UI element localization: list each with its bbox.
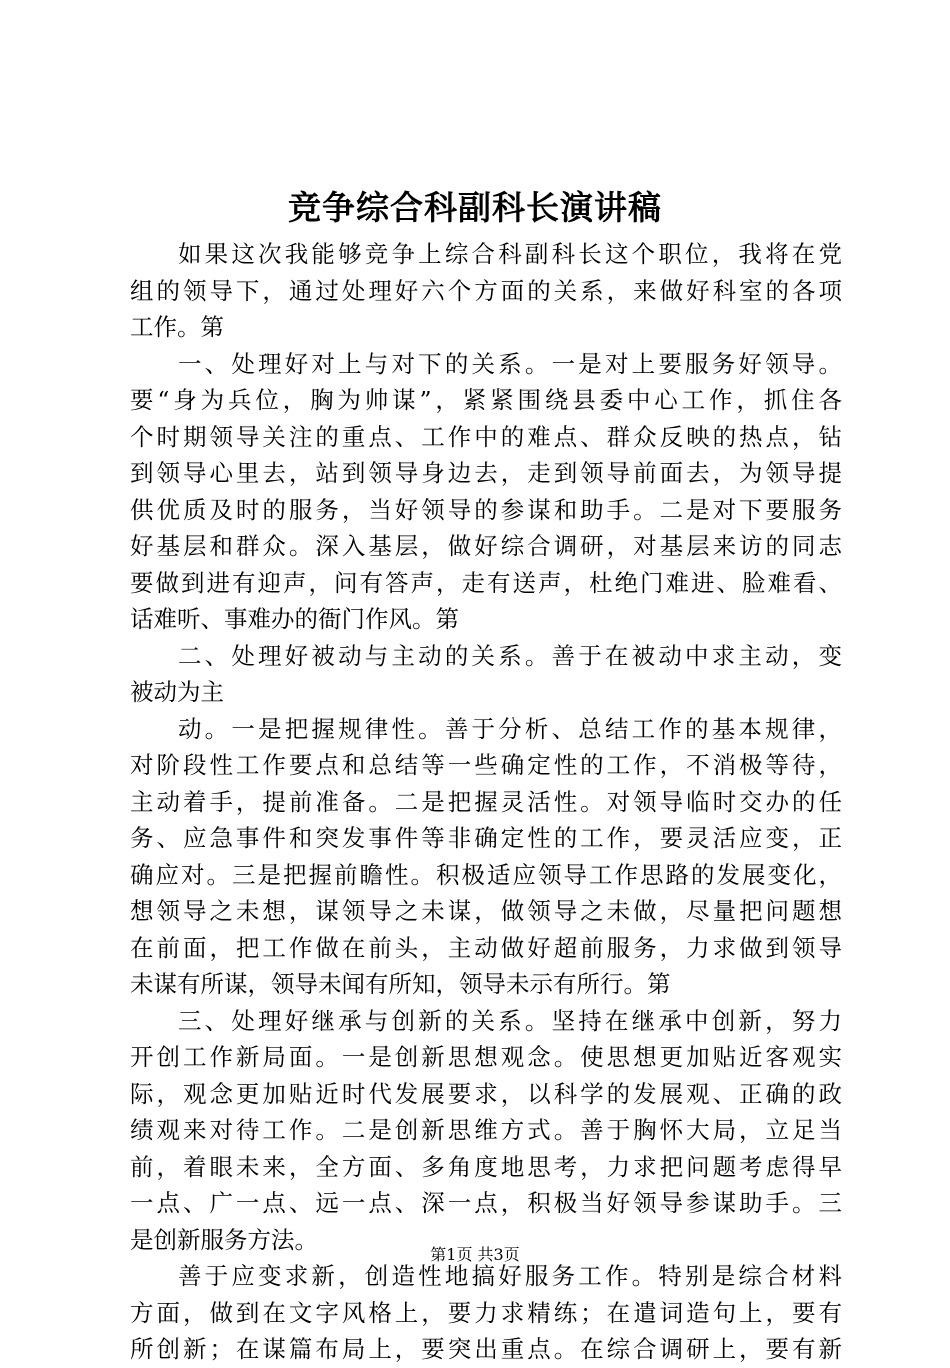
body-line: 主动着手，提前准备。二是把握灵活性。对领导临时交办的任 [130, 787, 842, 816]
body-line: 想领导之未想，谋领导之未谋，做领导之未做，尽量把问题想 [130, 897, 842, 925]
body-line: 三、处理好继承与创新的关系。坚持在继承中创新，努力 [178, 1006, 842, 1035]
body-line: 善于应变求新，创造性地搞好服务工作。特别是综合材料 [178, 1262, 842, 1290]
body-line: 方面，做到在文字风格上，要力求精练；在遣词造句上，要有 [130, 1298, 842, 1327]
body-line: 供优质及时的服务，当好领导的参谋和助手。二是对下要服务 [130, 495, 842, 524]
body-line: 个时期领导关注的重点、工作中的难点、群众反映的热点，钻 [130, 422, 842, 451]
body-line: 在前面，把工作做在前头，主动做好超前服务，力求做到领导 [130, 933, 842, 962]
body-line: 际，观念更加贴近时代发展要求，以科学的发展观、正确的政 [130, 1079, 842, 1108]
body-line: 要做到进有迎声，问有答声，走有送声，杜绝门难进、脸难看、 [130, 568, 842, 597]
body-line: 一点、广一点、远一点、深一点，积极当好领导参谋助手。三 [130, 1189, 842, 1217]
body-line: 所创新；在谋篇布局上，要突出重点。在综合调研上，要有新 [130, 1335, 842, 1363]
body-line: 是创新服务方法。 [130, 1225, 318, 1254]
body-line: 开创工作新局面。一是创新思想观念。使思想更加贴近客观实 [130, 1043, 842, 1071]
document-title: 竞争综合科副科长演讲稿 [288, 188, 662, 227]
body-line: 组的领导下，通过处理好六个方面的关系，来做好科室的各项 [130, 276, 842, 305]
body-line: 被动为主 [130, 678, 224, 706]
body-line: 到领导心里去，站到领导身边去，走到领导前面去，为领导提 [130, 459, 842, 487]
body-line: 要“身为兵位，胸为帅谋”，紧紧围绕县委中心工作，抓住各 [130, 386, 842, 414]
body-line: 动。一是把握规律性。善于分析、总结工作的基本规律， [178, 714, 842, 743]
body-line: 务、应急事件和突发事件等非确定性的工作，要灵活应变，正 [130, 824, 842, 852]
body-line: 对阶段性工作要点和总结等一些确定性的工作，不消极等待， [130, 751, 842, 779]
body-line: 好基层和群众。深入基层，做好综合调研，对基层来访的同志 [130, 532, 842, 560]
body-line: 未谋有所谋，领导未闻有所知，领导未示有所行。第 [130, 970, 671, 998]
body-line: 如果这次我能够竞争上综合科副科长这个职位，我将在党 [178, 240, 842, 268]
document-body [130, 236, 842, 1368]
page-footer: 第1页 共3页 [430, 1245, 520, 1264]
body-line: 工作。第 [130, 313, 224, 341]
body-line: 二、处理好被动与主动的关系。善于在被动中求主动，变 [178, 641, 842, 670]
body-line: 话难听、事难办的衙门作风。第 [130, 605, 459, 633]
body-line: 一、处理好对上与对下的关系。一是对上要服务好领导。 [178, 349, 842, 378]
body-line: 绩观来对待工作。二是创新思维方式。善于胸怀大局，立足当 [130, 1116, 842, 1144]
body-line: 前，着眼未来，全方面、多角度地思考，力求把问题考虑得早 [130, 1152, 842, 1181]
body-line: 确应对。三是把握前瞻性。积极适应领导工作思路的发展变化， [130, 860, 842, 889]
